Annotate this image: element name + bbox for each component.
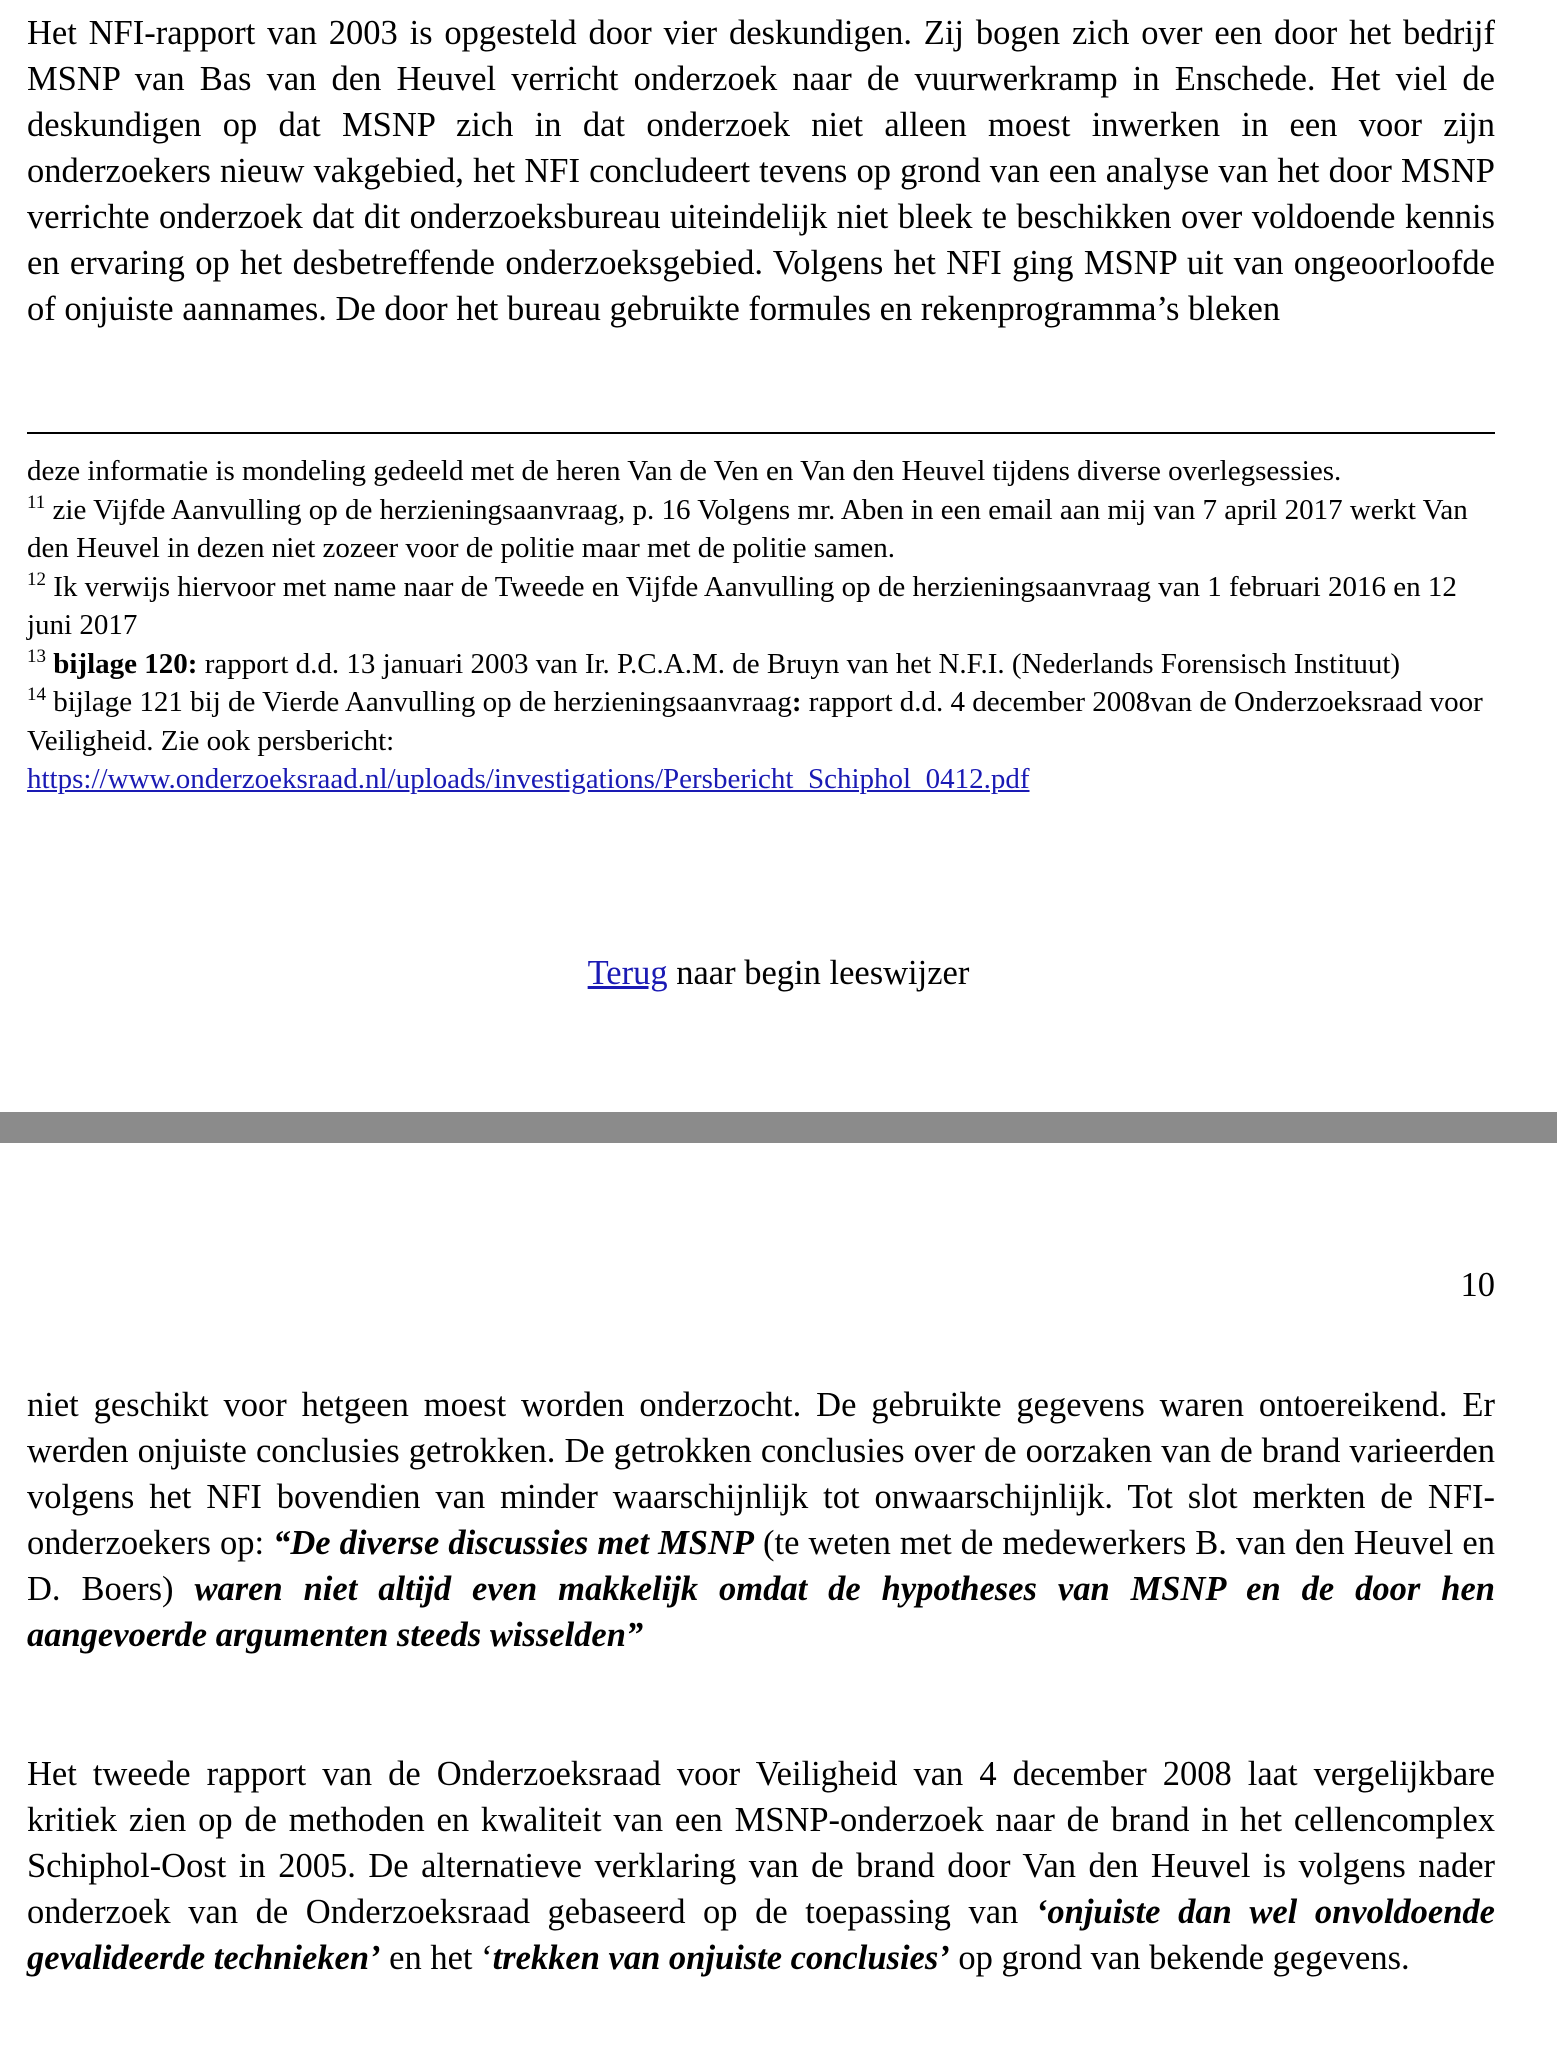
paragraph-text: op grond van bekende gegevens. [949,1939,1410,1977]
footnote-14 [27,683,1495,799]
footnote-number: 12 [27,568,46,590]
page-separator [0,1112,1557,1143]
back-to-reading-guide [0,950,1557,996]
quote-emphasis: waren niet altijd even makkelijk omdat de hypotheses van MSNP en de door hen aangevoerde argumenten steeds wisselden” [27,1570,1495,1654]
quote-emphasis: “De diverse discussies met MSNP [273,1524,754,1562]
footnote-bold-label: bijlage 120: [46,647,198,680]
footnote-number: 11 [27,491,46,513]
persbericht-link[interactable]: https://www.onderzoeksraad.nl/uploads/investigations/Persbericht_Schiphol_0412.pdf [27,763,1030,795]
quote-emphasis: trekken van onjuiste conclusies’ [492,1939,950,1977]
paragraph-text: niet geschikt voor hetgeen moest worden onderzocht. De gebruikte gegevens waren ontoereikend. Er werden onjuiste conclusies getrokken. De getrokken conclusies over de oorzaken van de brand varieerden volgens het NFI bovendien van minder waarschijnlijk tot onwaarschijnlijk. Tot slot merkten de NFI-onderzoekers op: [27,1386,1495,1562]
footnote-number: 13 [27,645,46,667]
quote-mark: ‘ [481,1939,493,1977]
back-line-text: naar begin leeswijzer [667,954,970,992]
footnote-continuation [27,452,1495,491]
body-paragraph-nfi-report [27,10,1495,332]
page-number: 10 [1460,1266,1495,1304]
quote-emphasis: ‘onjuiste dan wel onvoldoende gevalideerde technieken’ [27,1893,1495,1977]
footnote-continuation-text: deze informatie is mondeling gedeeld met de heren Van de Ven en Van den Heuvel tijdens diverse overlegsessies. [27,455,1342,487]
paragraph-text: en het [380,1939,482,1977]
body-paragraph-continued [27,1382,1495,1658]
footnote-text: Ik verwijs hiervoor met name naar de Tweede en Vijfde Aanvulling op de herzieningsaanvraag van 1 februari 2016 en 12 juni 2017 [27,570,1457,641]
footnote-separator [27,432,1495,434]
paragraph-text: Het tweede rapport van de Onderzoeksraad voor Veiligheid van 4 december 2008 laat vergelijkbare kritiek zien op de methoden en kwaliteit van een MSNP-onderzoek naar de brand in het cellencomplex Schiphol-Oost in 2005. De alternatieve verklaring van de brand door Van den Heuvel is volgens nader onderzoek van de Onderzoeksraad gebaseerd op de toepassing van [27,1755,1495,1931]
footnote-number: 14 [27,684,46,705]
paragraph-text: Het NFI-rapport van 2003 is opgesteld door vier deskundigen. Zij bogen zich over een door het bedrijf MSNP van Bas van den Heuvel verricht onderzoek naar de vuurwerkramp in Enschede. Het viel de deskundigen op dat MSNP zich in dat onderzoek niet alleen moest inwerken in een voor zijn onderzoekers nieuw vakgebied, het NFI concludeert tevens op grond van een analyse van het door MSNP verrichte onderzoek dat dit onderzoeksbureau uiteindelijk niet bleek te beschikken over voldoende kennis en ervaring op het desbetreffende onderzoeksgebied. Volgens het NFI ging MSNP uit van ongeoorloofde of onjuiste aannames. De door het bureau gebruikte formules en rekenprogramma’s bleken [27,14,1495,328]
footnote-text: zie Vijfde Aanvulling op de herzieningsaanvraag, p. 16 Volgens mr. Aben in een email aan mij van 7 april 2017 werkt Van den Heuvel in dezen niet zozeer voor de politie maar met de politie samen. [27,493,1468,564]
footnote-text: rapport d.d. 4 december 2008van de Onderzoeksraad voor Veiligheid. Zie ook persbericht: [27,686,1483,757]
footnote-13 [27,645,1495,684]
footnotes [27,452,1495,799]
footnote-text: bijlage 121 bij de Vierde Aanvulling op de herzieningsaanvraag [46,686,792,718]
footnote-colon: : [791,686,802,718]
body-paragraph-second-report [27,1751,1495,1981]
footnote-11 [27,491,1495,568]
paragraph-text: (te weten met de medewerkers B. van den Heuvel en D. Boers) [27,1524,1495,1608]
footnote-text: rapport d.d. 13 januari 2003 van Ir. P.C.A.M. de Bruyn van het N.F.I. (Nederlands Forensisch Instituut) [197,647,1401,680]
terug-link[interactable]: Terug [587,954,668,992]
footnote-12 [27,568,1495,645]
